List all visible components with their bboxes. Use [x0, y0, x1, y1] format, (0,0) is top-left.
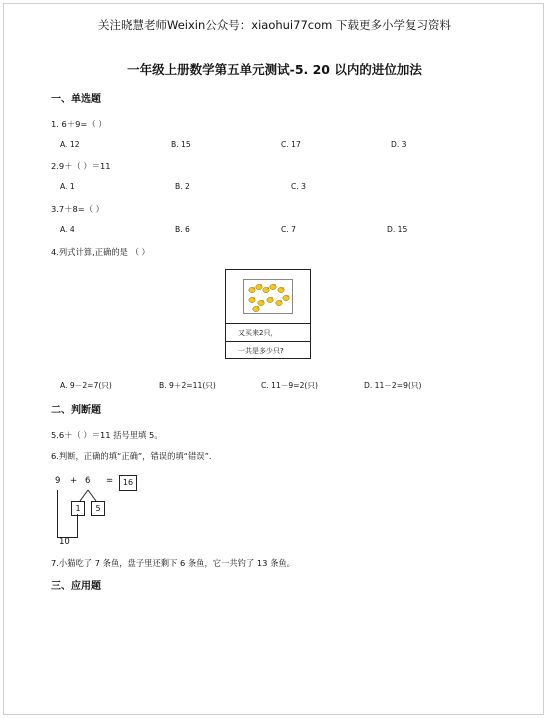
q1-option-b: B. 15 [171, 140, 191, 149]
diagram-result-box: 16 [119, 475, 137, 491]
figure-line-2: 一共是多少只? [226, 341, 310, 359]
question-6: 6.判断，正确的填“正确”，错误的填“错误”. [51, 451, 212, 461]
q4-option-a: A. 9－2=7(只) [60, 381, 112, 390]
q2-option-a: A. 1 [60, 182, 75, 191]
q2-option-c: C. 3 [291, 182, 306, 191]
diagram-addend-a: 9 [55, 476, 61, 486]
figure-line-1: 又买来2只， [226, 323, 310, 341]
q1-option-c: C. 17 [281, 140, 301, 149]
question-2: 2.9＋（ ）＝11 [51, 161, 111, 171]
q4-option-d: D. 11－2=9(只) [364, 381, 422, 390]
diagram-ten: 10 [59, 537, 70, 547]
diagram-split-1: 1 [71, 501, 85, 516]
diagram-bracket-left [57, 490, 58, 538]
q2-option-b: B. 2 [175, 182, 190, 191]
q4-option-c: C. 11－9=2(只) [261, 381, 318, 390]
document-title: 一年级上册数学第五单元测试-5. 20 以内的进位加法 [127, 62, 422, 77]
question-5: 5.6＋（ ）＝11 括号里填 5。 [51, 430, 163, 440]
section-single-choice: 一、单选题 [51, 94, 101, 105]
q3-option-c: C. 7 [281, 225, 296, 234]
question-1: 1. 6＋9=（ ） [51, 119, 107, 129]
q3-option-a: A. 4 [60, 225, 75, 234]
header-banner: 关注晓慧老师Weixin公众号：xiaohui77com 下载更多小学复习资料 [98, 18, 451, 32]
section-application: 三、应用题 [51, 581, 101, 592]
q4-figure [225, 269, 311, 359]
q6-diagram [50, 470, 170, 550]
chicks-icon [226, 270, 310, 323]
question-7: 7.小猫吃了 7 条鱼，盘子里还剩下 6 条鱼，它一共钓了 13 条鱼。 [51, 558, 295, 568]
q1-option-a: A. 12 [60, 140, 80, 149]
diagram-addend-b: 6 [85, 476, 91, 486]
diagram-equals: = [106, 476, 114, 486]
chicks-illustration [226, 270, 310, 323]
section-true-false: 二、判断题 [51, 405, 101, 416]
question-3: 3.7＋8=（ ） [51, 204, 104, 214]
question-4: 4.列式计算,正确的是 （ ） [51, 247, 150, 257]
diagram-split-2: 5 [91, 501, 105, 516]
diagram-bracket-right [77, 514, 78, 538]
q1-option-d: D. 3 [391, 140, 407, 149]
q3-option-d: D. 15 [387, 225, 408, 234]
q3-option-b: B. 6 [175, 225, 190, 234]
diagram-plus: + [70, 476, 78, 486]
q4-option-b: B. 9＋2=11(只) [159, 381, 216, 390]
